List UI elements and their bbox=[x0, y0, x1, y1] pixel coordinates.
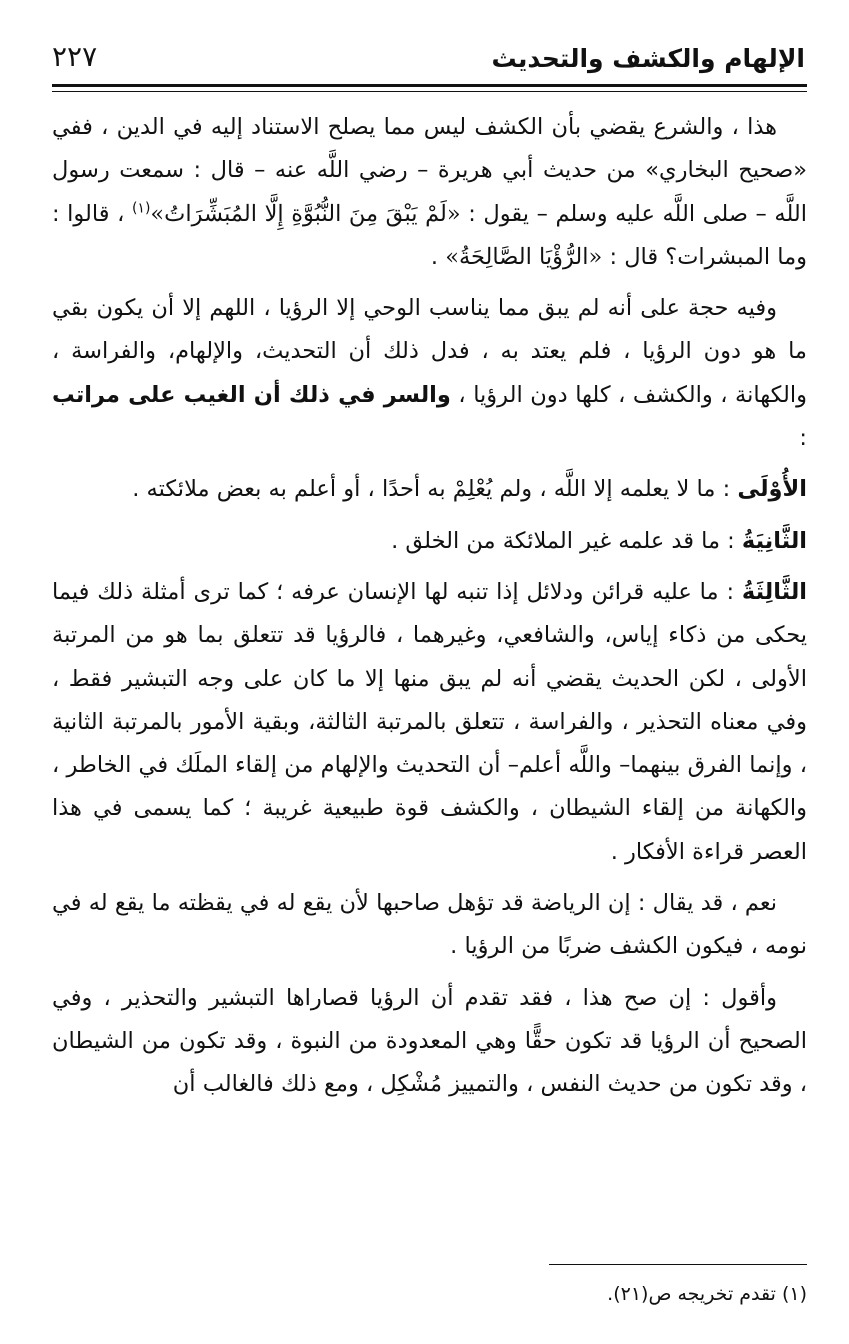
footnote: (١) تقدم تخريجه ص(٢١). bbox=[607, 1283, 807, 1305]
page-header bbox=[52, 28, 805, 80]
header-rule-thick bbox=[52, 84, 807, 87]
footnote-rule bbox=[549, 1264, 807, 1265]
level-label: الثَّانِيَةُ bbox=[741, 527, 807, 554]
paragraph: نعم ، قد يقال : إن الرياضة قد تؤهل صاحبها لأن يقع له في يقظته ما يقع له في نومه ، فيكون الكشف ضربًا من الرؤيا . bbox=[52, 890, 807, 960]
level-item: الثَّانِيَةُ : ما قد علمه غير الملائكة من الخلق . bbox=[391, 527, 807, 554]
main-text bbox=[52, 106, 807, 1115]
level-item: الأُوْلَى : ما لا يعلمه إلا اللَّه ، ولم يُعْلِمْ به أحدًا ، أو أعلم به بعض ملائكته . bbox=[132, 476, 807, 503]
running-title: الإلهام والكشف والتحديث bbox=[491, 44, 805, 73]
bold-phrase: والسر في ذلك أن الغيب على مراتب bbox=[52, 381, 451, 408]
header-rule-thin bbox=[52, 91, 807, 92]
hadith-quote: «الرُّؤْيَا الصَّالِحَةُ» bbox=[445, 243, 603, 270]
hadith-quote: «لَمْ يَبْقَ مِنَ النُّبُوَّةِ إِلَّا المُبَشِّرَاتُ» bbox=[150, 200, 461, 227]
paragraph: وفيه حجة على أنه لم يبق مما يناسب الوحي إلا الرؤيا ، اللهم إلا أن يكون بقي ما هو دون الرؤيا ، فلم يعتد به ، فدل ذلك أن التحديث، والإلهام، والفراسة ، والكهانة ، والكشف ، كلها دون الرؤيا ، والسر في ذلك أن الغيب على مراتب : bbox=[52, 295, 807, 452]
paragraph: وأقول : إن صح هذا ، فقد تقدم أن الرؤيا قصاراها التبشير والتحذير ، وفي الصحيح أن الرؤيا قد تكون حقًّا وهي المعدودة من النبوة ، وقد تكون من الشيطان ، وقد تكون من حديث النفس ، والتمييز مُشْكِل ، ومع ذلك فالغالب أن bbox=[52, 984, 807, 1098]
footnote-reference: (١) bbox=[131, 200, 151, 217]
level-label: الثَّالِثَةُ bbox=[741, 578, 807, 605]
page-number: ٢٢٧ bbox=[52, 40, 98, 73]
level-item: الثَّالِثَةُ : ما عليه قرائن ودلائل إذا تنبه لها الإنسان عرفه ؛ كما ترى أمثلة ذلك فيما يحكى من ذكاء إياس، والشافعي، وغيرهما ، فالرؤيا قد تتعلق بما هو من المرتبة الأولى ، لكن الحديث يقضي أنه لم يبق منها إلا ما كان على وجه التبشير فقط ، وفي معناه التحذير ، والفراسة ، تتعلق بالمرتبة الثالثة، وبقية الأمور بالمرتبة الثانية ، وإنما الفرق بينهما– واللَّه أعلم– أن التحديث والإلهام من إلقاء الملَك في الخاطر ، والكهانة من إلقاء الشيطان ، والكشف قوة طبيعية غريبة ؛ كما يسمى في هذا العصر قراءة الأفكار . bbox=[52, 578, 807, 865]
paragraph: هذا ، والشرع يقضي بأن الكشف ليس مما يصلح الاستناد إليه في الدين ، ففي «صحيح البخاري» من حديث أبي هريرة – رضي اللَّه عنه – قال : سمعت رسول اللَّه – صلى اللَّه عليه وسلم – يقول : «لَمْ يَبْقَ مِنَ النُّبُوَّةِ إِلَّا المُبَشِّرَاتُ»$^{(١)}$ ، قالوا : وما المبشرات؟ قال : «الرُّؤْيَا الصَّالِحَةُ» . bbox=[52, 114, 808, 270]
level-label: الأُوْلَى bbox=[737, 476, 807, 503]
